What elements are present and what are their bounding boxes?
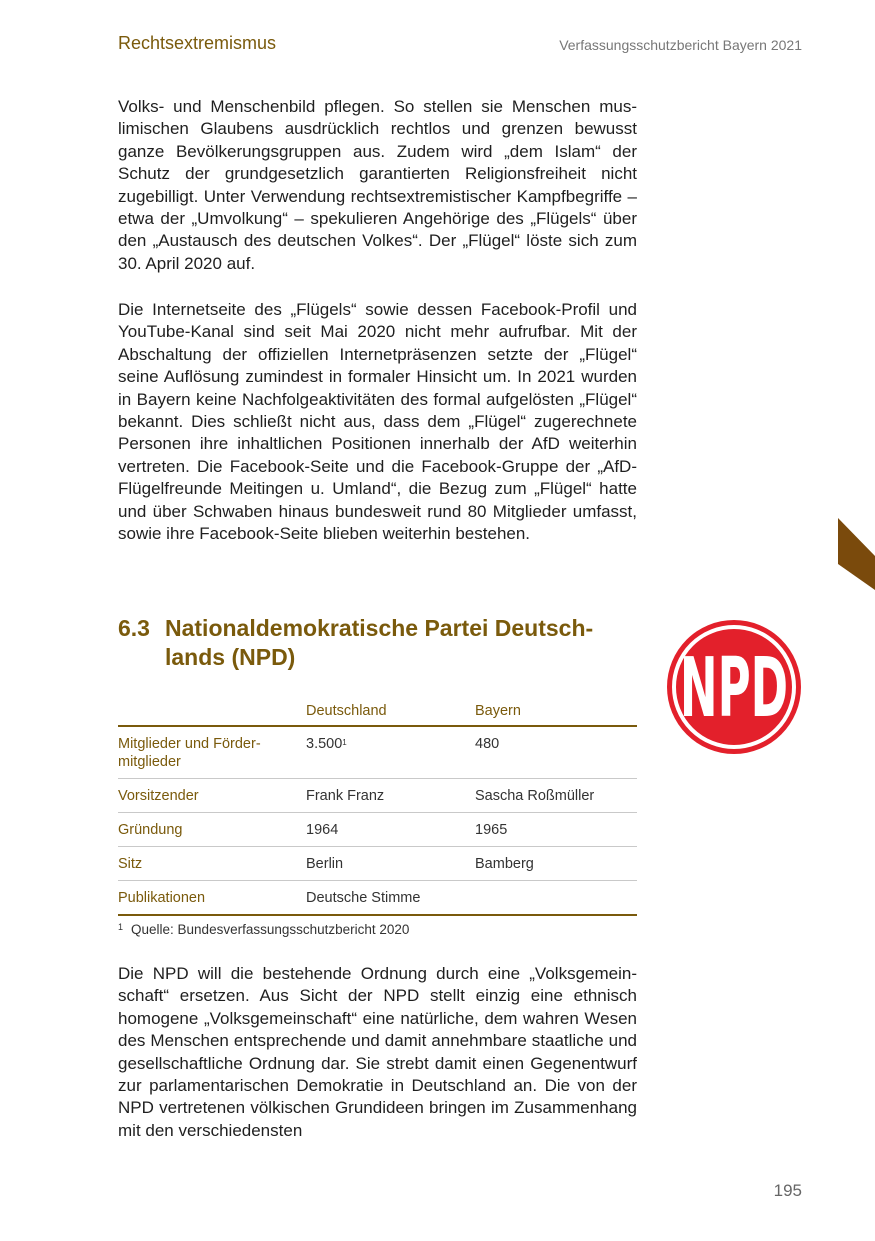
cell-deutschland: Frank Franz [306, 779, 475, 813]
footnote-mark: 1 [118, 922, 124, 932]
cell-deutschland: 1964 [306, 813, 475, 847]
cell-bayern [475, 881, 637, 916]
footnote-ref: 1 [342, 738, 347, 747]
cell-bayern: Bamberg [475, 847, 637, 881]
table-row [118, 881, 637, 916]
section-title: Nationaldemokratische Partei Deutsch-lands (NPD) [165, 615, 594, 670]
table-row [118, 813, 637, 847]
footnote [118, 922, 409, 937]
page-number: 195 [773, 1181, 802, 1200]
footnote-text: Quelle: Bundesverfassungsschutzbericht 2020 [131, 922, 410, 937]
cell-deutschland: Deutsche Stimme [306, 881, 475, 916]
section-heading [118, 614, 638, 672]
table-header-empty [118, 699, 306, 726]
table-header-deutschland: Deutschland [306, 699, 475, 726]
npd-logo [666, 619, 802, 755]
cell-deutschland [306, 726, 475, 779]
row-label: Publikationen [118, 881, 306, 916]
table-header-bayern: Bayern [475, 699, 637, 726]
cell-bayern: Sascha Roßmüller [475, 779, 637, 813]
running-header-publication: Verfassungsschutzbericht Bayern 2021 [559, 37, 802, 53]
row-label: Vorsitzender [118, 779, 306, 813]
row-label: Gründung [118, 813, 306, 847]
logo-text: NPD [679, 640, 789, 736]
cell-bayern: 480 [475, 726, 637, 779]
table-row [118, 726, 637, 779]
npd-facts-table [118, 699, 637, 916]
paragraph-2: Die Internetseite des „Flügels“ sowie dessen Facebook-Profil und YouTube-Kanal sind seit Mai 2020 nicht mehr aufrufbar. Mit der Abschaltung der offiziellen Internetpräsenzen setzte der „Flügel“ seine Auflösung zumindest in formaler Hinsicht um. In 2021 wurden in Bayern keine Nachfolgeaktivitäten des formal aufgelösten „Flügel“ bekannt. Dies schließt nicht aus, dass dem „Flügel“ zugerechnete Personen ihre inhaltlichen Positionen innerhalb der AfD weiterhin vertreten. Die Facebook-Seite und die Facebook-Gruppe der „AfD-Flügelfreunde Meitingen u. Umland“, die Bezug zum „Flügel“ hatte und über Schwaben hinaus bundesweit rund 80 Mitglieder umfasst, sowie ihre Facebook-Seite blieben weiterhin bestehen. [118, 300, 637, 544]
paragraph-3: Die NPD will die bestehende Ordnung durch eine „Volksgemeinschaft“ ersetzen. Aus Sicht der NPD stellt einzig eine ethnisch homogene „Volksgemeinschaft“ eine natürliche, dem wahren Wesen des Menschen entsprechende und damit annehmbare staatliche und gesellschaftliche Ordnung dar. Sie strebt damit einen Gegenentwurf zur parlamentarischen Demokratie in Deutschland an. Die von der NPD vertretenen völkischen Grundideen bringen im Zusammenhang mit den verschiedensten [118, 964, 637, 1140]
table-header-row [118, 699, 637, 726]
paragraph-1: Volks- und Menschenbild pflegen. So stellen sie Menschen muslimischen Glaubens ausdrücklich rechtlos und grenzen bewusst ganze Bevölkerungsgruppen aus. Zudem wird „dem Islam“ der Schutz der grundgesetzlich garantierten Religionsfreiheit nicht zugebilligt. Unter Verwendung rechtsextremistischer Kampfbegriffe – etwa der „Umvolkung“ – spekulieren Angehörige des „Flügels“ über den „Austausch des deutschen Volkes“. Der „Flügel“ löste sich zum 30. April 2020 auf. [118, 97, 637, 273]
row-label: Sitz [118, 847, 306, 881]
cell-value: 3.500 [306, 736, 343, 752]
section-number: 6.3 [118, 615, 150, 641]
running-header-section: Rechtsextremismus [118, 33, 277, 53]
table-row [118, 847, 637, 881]
table-row [118, 779, 637, 813]
chapter-tab-marker [838, 518, 875, 590]
row-label: Mitglieder und Förder-mitglieder [118, 726, 306, 779]
cell-deutschland: Berlin [306, 847, 475, 881]
cell-bayern: 1965 [475, 813, 637, 847]
